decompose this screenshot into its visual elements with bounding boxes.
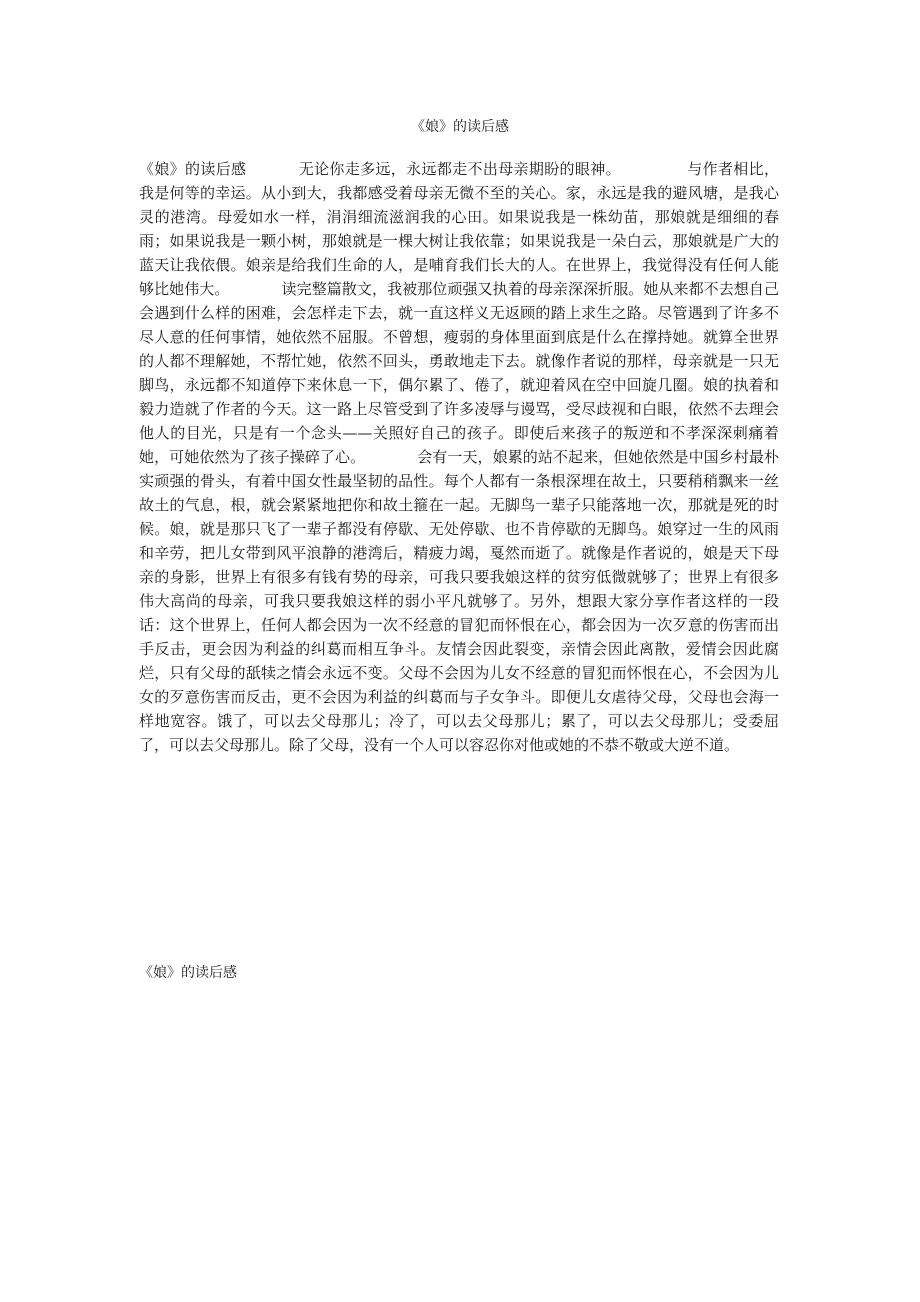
document-title: 《娘》的读后感 [411, 119, 509, 135]
footer-title: 《娘》的读后感 [139, 965, 237, 981]
document-body [139, 157, 779, 757]
body-segment-1: 无论你走多远，永远都走不出母亲期盼的眼神。 [298, 160, 621, 178]
body-segment-4: 会有一天，娘累的站不起来，但她依然是中国乡村最朴实顽强的骨头，有着中国女性最坚韧的品性。每个人都有一条根深埋在故土，只要稍稍飘来一丝故土的气息，根，就会紧紧地把你和故土箍在一起。无脚鸟一辈子只能落地一次，那就是死的时候。娘，就是那只飞了一辈子都没有停歇、无处停歇、也不肯停歇的无脚鸟。娘穿过一生的风雨和辛劳，把儿女带到风平浪静的港湾后，精疲力竭，戛然而逝了。就像是作者说的，娘是天下母亲的身影，世界上有很多有钱有势的母亲，可我只要我娘这样的贫穷低微就够了；世界上有很多伟大高尚的母亲，可我只要我娘这样的弱小平凡就够了。另外，想跟大家分享作者这样的一段话：这个世界上，任何人都会因为一次不经意的冒犯而怀恨在心，都会因为一次歹意的伤害而出手反击，更会因为利益的纠葛而相互争斗。友情会因此裂变，亲情会因此离散，爱情会因此腐烂，只有父母的舐犊之情会永远不变。父母不会因为儿女不经意的冒犯而怀恨在心，不会因为儿女的歹意伤害而反击，更不会因为利益的纠葛而与子女争斗。即便儿女虐待父母，父母也会海一样地宽容。饿了，可以去父母那儿；冷了，可以去父母那儿；累了，可以去父母那儿；受委屈了，可以去父母那儿。除了父母，没有一个人可以容忍你对他或她的不恭不敬或大逆不道。 [139, 448, 779, 754]
body-segment-2: 与作者相比，我是何等的幸运。从小到大，我都感受着母亲无微不至的关心。家，永远是我的避风塘，是我心灵的港湾。母爱如水一样，涓涓细流滋润我的心田。如果说我是一株幼苗，那娘就是细细的春雨；如果说我是一颗小树，那娘就是一棵大树让我依靠；如果说我是一朵白云，那娘就是广大的蓝天让我依偎。娘亲是给我们生命的人，是哺育我们长大的人。在世界上，我觉得没有任何人能够比她伟大。 [139, 160, 779, 298]
body-segment-heading: 《娘》的读后感 [139, 160, 247, 178]
body-segment-3: 读完整篇散文，我被那位顽强又执着的母亲深深折服。她从来都不去想自己会遇到什么样的困难，会怎样走下去，就一直这样义无返顾的踏上求生之路。尽管遇到了许多不尽人意的任何事情，她依然不屈服。不曾想，瘦弱的身体里面到底是什么在撑持她。就算全世界的人都不理解她，不帮忙她，依然不回头，勇敢地走下去。就像作者说的那样，母亲就是一只无脚鸟，永远都不知道停下来休息一下，偶尔累了、倦了，就迎着风在空中回旋几圈。娘的执着和毅力造就了作者的今天。这一路上尽管受到了许多凌辱与谩骂，受尽歧视和白眼，依然不去理会他人的目光，只是有一个念头——关照好自己的孩子。即使后来孩子的叛逆和不孝深深刺痛着她，可她依然为了孩子操碎了心。 [139, 280, 779, 466]
